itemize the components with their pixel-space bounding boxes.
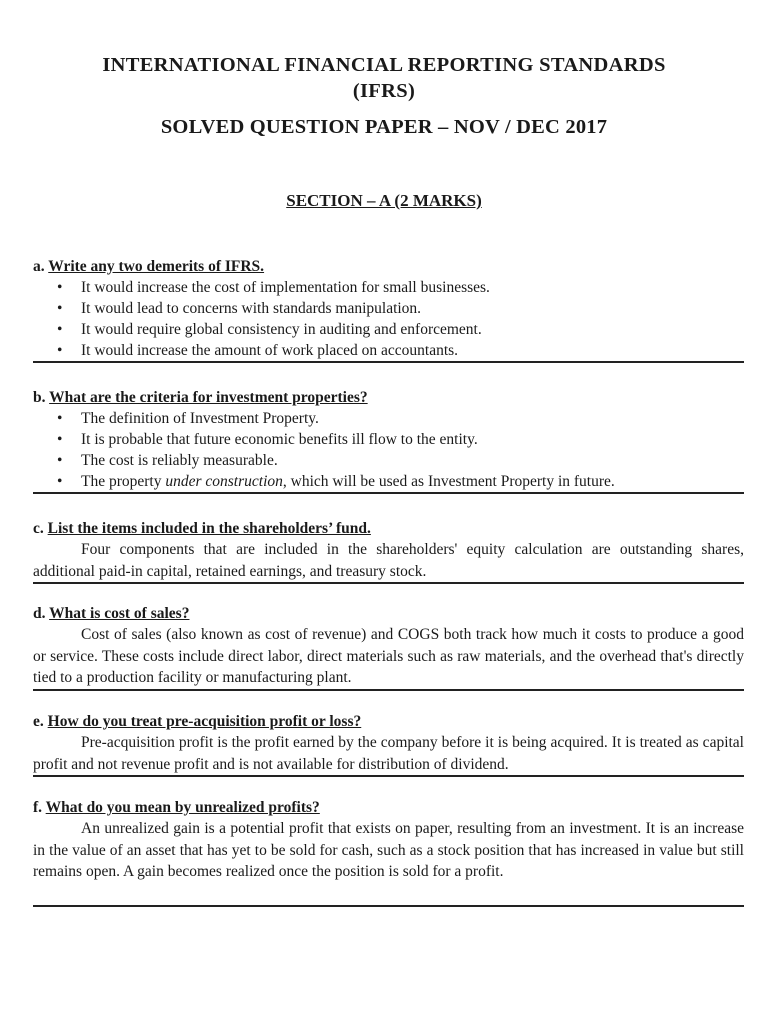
list-item: • It would increase the cost of implementation for small businesses. [81,277,744,298]
list-item [81,471,744,492]
question-a-label: a. [33,258,45,275]
question-c-answer [33,539,744,582]
list-item: • The definition of Investment Property. [81,408,744,429]
divider [33,775,744,777]
question-b-label: b. [33,389,46,406]
question-c-label: c. [33,520,44,537]
question-f [33,797,744,883]
question-f-title [33,797,744,818]
divider [33,492,744,494]
question-a-title [33,256,744,277]
question-d [33,603,744,689]
answer-text: An unrealized gain is a potential profit that exists on paper, resulting from an investment. It is an increase in the value of an asset that has yet to be sold for cash, such as a stock position that has increased in value but still remains open. A gain becomes realized once the position is sold for a profit. [33,820,744,880]
question-f-answer [33,818,744,883]
question-d-text: What is cost of sales? [49,605,190,622]
question-b [33,387,744,492]
list-item: • It would require global consistency in auditing and enforcement. [81,319,744,340]
question-a [33,256,744,361]
question-d-title [33,603,744,624]
question-c [33,518,744,582]
question-b-title [33,387,744,408]
list-item: • It would lead to concerns with standards manipulation. [81,298,744,319]
question-e [33,711,744,775]
question-d-answer [33,624,744,689]
bullet-text: , which will be used as Investment Property in future. [282,473,615,490]
question-d-label: d. [33,605,46,622]
section-heading-text: SECTION – A (2 MARKS) [286,191,482,210]
question-e-text: How do you treat pre-acquisition profit or loss? [47,713,362,730]
bullet-italic-text: under construction [165,473,283,490]
bullet-text: The property [81,473,166,490]
question-a-text: Write any two demerits of IFRS. [48,258,265,275]
question-b-bullet-list [33,408,744,492]
question-c-text: List the items included in the shareholders’ fund. [47,520,371,537]
question-a-bullet-list [33,277,744,361]
section-heading [0,190,768,212]
list-item: • It is probable that future economic benefits ill flow to the entity. [81,429,744,450]
question-e-label: e. [33,713,44,730]
document-title-line-2: (IFRS) [352,80,416,102]
document-subtitle: SOLVED QUESTION PAPER – NOV / DEC 2017 [160,116,608,138]
answer-text: Four components that are included in the shareholders' equity calculation are outstanding shares, additional paid-in capital, retained earnings, and treasury stock. [33,541,744,580]
question-f-text: What do you mean by unrealized profits? [45,799,320,816]
divider [33,582,744,584]
document-title-line-1: INTERNATIONAL FINANCIAL REPORTING STANDARDS [102,54,666,76]
divider [33,689,744,691]
list-item: • The cost is reliably measurable. [81,450,744,471]
question-c-title [33,518,744,539]
question-e-answer [33,732,744,775]
list-item: • It would increase the amount of work placed on accountants. [81,340,744,361]
question-b-text: What are the criteria for investment properties? [49,389,368,406]
answer-text: Pre-acquisition profit is the profit earned by the company before it is being acquired. It is treated as capital profit and not revenue profit and is not available for distribution of dividend. [33,734,744,773]
question-f-label: f. [33,799,43,816]
answer-text: Cost of sales (also known as cost of revenue) and COGS both track how much it costs to produce a good or service. These costs include direct labor, direct materials such as raw materials, and the overhead that's directly tied to a production facility or manufacturing plant. [33,626,744,686]
document-header [0,52,768,140]
question-e-title [33,711,744,732]
divider [33,905,744,907]
divider [33,361,744,363]
